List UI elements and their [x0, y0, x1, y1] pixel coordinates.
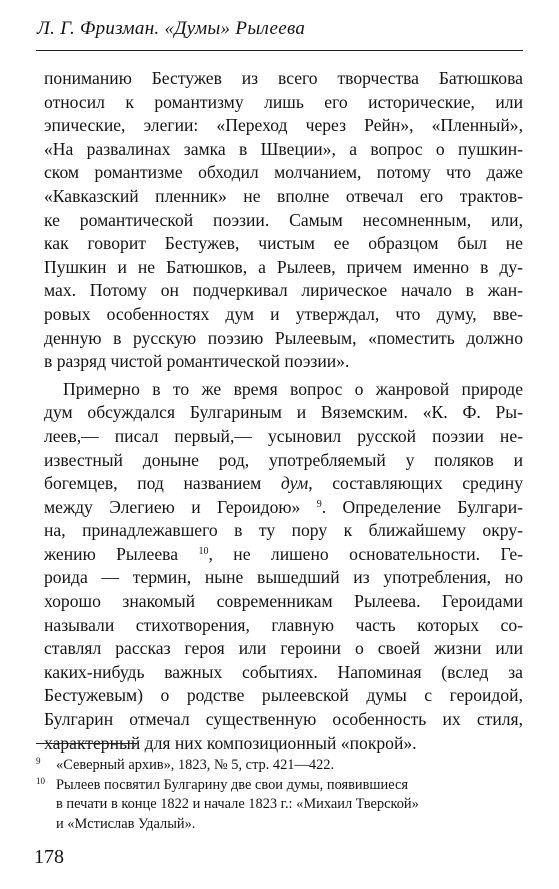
text-line: денную в русскую поэзию Рылеевым, «поместить должно	[44, 327, 523, 348]
text-line: «На развалинах замка в Швеции», а вопрос о пушкин-	[44, 138, 523, 159]
page-number: 178	[34, 846, 64, 868]
text-segment: между Элегиею и Героидою»	[44, 496, 317, 517]
text-line: в разряд чистой романтической поэзии».	[44, 351, 350, 372]
text-line: хорошо знакомый современникам Рылеева. Героидами	[44, 591, 523, 612]
text-line	[44, 496, 523, 520]
footnote-ref: 9	[316, 498, 322, 510]
text-line: известный доныне род, употребляемый у поляков и	[44, 449, 523, 470]
text-line: называли стихотворения, главную часть которых со-	[44, 614, 523, 635]
text-line: эпические, элегии: «Переход через Рейн», «Пленный»,	[44, 115, 523, 136]
text-line	[44, 472, 523, 496]
text-line	[44, 543, 523, 567]
text-line: «Кавказский пленник» не вполне отвечал его трактов-	[44, 185, 523, 206]
footnotes	[36, 756, 523, 834]
text-segment: , не лишено основательности. Ге-	[208, 543, 523, 564]
footnote	[36, 756, 523, 776]
running-head: Л. Г. Фризман. «Думы» Рылеева	[37, 18, 306, 39]
footnote-line: 9 «Северный архив», 1823, № 5, стр. 421—422.	[36, 756, 335, 773]
text-line: леев,— писал первый,— усыновил русской поэзии не-	[44, 425, 523, 446]
text-line: Примерно в то же время вопрос о жанровой природе	[63, 378, 523, 399]
footnote-rule	[36, 743, 137, 744]
text-line: Пушкин и не Батюшков, а Рылеев, причем именно в ду-	[44, 256, 523, 277]
text-line: ке романтической поэзии. Самым несомненным, или,	[44, 209, 523, 230]
text-segment: жению Рылеева	[44, 543, 199, 564]
footnote-ref: 10	[198, 545, 209, 557]
text-line: на, принадлежавшего в ту пору к ближайшему окру-	[44, 520, 523, 541]
text-line: роида — термин, ныне вышедший из употребления, но	[44, 567, 523, 588]
footnote-line: и «Мстислав Удалый».	[56, 815, 196, 832]
text-line: ском романтизме обходил молчанием, потому что даже	[44, 162, 523, 183]
footnote-line: в печати в конце 1822 и начале 1823 г.: «Михаил Тверской»	[56, 796, 419, 812]
text-line: ставлял рассказ героя или героини о своей жизни или	[44, 638, 523, 659]
paragraph	[44, 67, 523, 374]
paragraph	[44, 378, 523, 756]
footnote-text: Рылеев посвятил Булгарину две свои думы, появившиеся	[56, 776, 408, 793]
running-head-rule	[36, 50, 523, 51]
text-segment: , составляющих средину	[308, 473, 523, 494]
text-line: Булгарин отмечал существенную особенность их стиля,	[44, 709, 523, 730]
text-line: Бестужевым) о родстве рылеевской думы с героидой,	[44, 685, 523, 706]
italic-term: дум	[280, 473, 309, 494]
text-line: мах. Потому он подчеркивал лирическое начало в жан-	[44, 280, 523, 301]
text-line: как говорит Бестужев, чистым ее образцом был не	[44, 233, 523, 254]
footnote	[36, 776, 523, 835]
text-line: характерный для них композиционный «покрой».	[44, 732, 417, 753]
footnote-text: «Северный архив», 1823, № 5, стр. 421—422.	[56, 757, 335, 773]
text-segment: богемцев, под названием	[44, 473, 281, 494]
footnote-line: 10 Рылеев посвятил Булгарину две свои думы, появившиеся	[36, 775, 408, 793]
text-line: пониманию Бестужев из всего творчества Батюшкова	[44, 68, 523, 88]
text-line: ровых особенностях дум и утверждал, что думу, вве-	[44, 303, 523, 324]
main-text	[44, 67, 523, 755]
text-line: относил к романтизму лишь его исторические, или	[44, 91, 523, 112]
text-segment: . Определение Булгари-	[321, 496, 523, 517]
text-line: дум обсуждался Булгариным и Вяземским. «К. Ф. Ры-	[44, 402, 523, 423]
text-line: каких-нибудь важных событиях. Напоминая (вслед за	[44, 661, 523, 682]
